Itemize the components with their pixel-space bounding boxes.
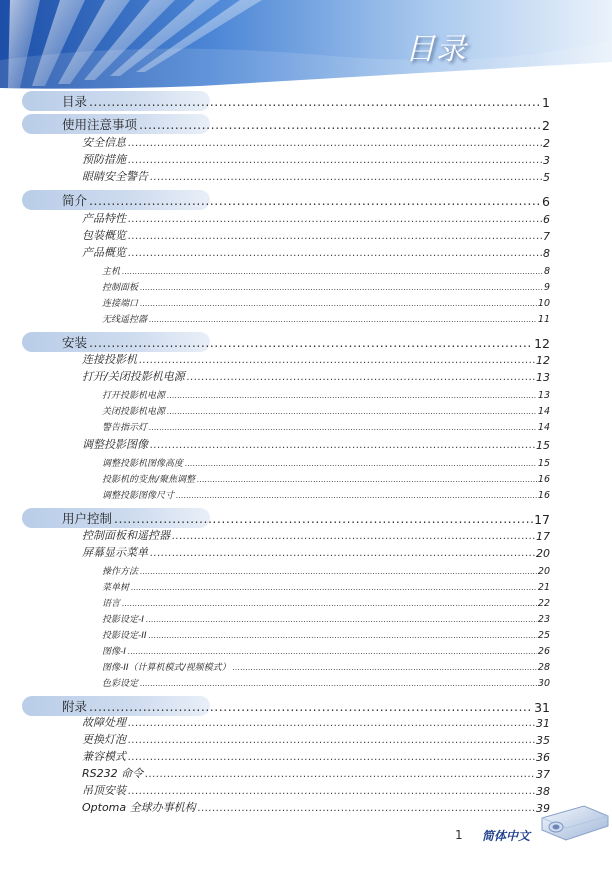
- toc-entry-label: 屏幕显示菜单: [82, 546, 148, 559]
- toc-entry[interactable]: [0, 610, 612, 625]
- toc-entry[interactable]: [0, 168, 612, 184]
- dot-leader: [140, 567, 537, 577]
- toc-entry-label: 关闭投影机电源: [102, 407, 166, 417]
- toc-entry-label: 色彩设定: [102, 679, 139, 689]
- toc-entry-page-number: 8: [543, 266, 550, 277]
- dot-leader: [187, 371, 535, 384]
- toc-entry[interactable]: [0, 244, 612, 260]
- dot-leader: [89, 699, 533, 715]
- toc-entry-page-number: 10: [537, 298, 550, 309]
- toc-entry-page-number: 16: [537, 490, 550, 501]
- toc-entry-label: 连接投影机: [82, 353, 137, 366]
- toc-entry-page-number: 17: [534, 512, 550, 527]
- dot-leader: [89, 193, 541, 209]
- toc-entry-page-number: 13: [537, 390, 550, 401]
- dot-leader: [140, 679, 537, 689]
- toc-entry[interactable]: [0, 509, 612, 527]
- toc-entry-label: 图像-II（计算机模式/视频模式）: [102, 663, 231, 673]
- toc-entry-label: 产品概览: [82, 246, 126, 259]
- toc-entry-label: 安全信息: [82, 136, 126, 149]
- toc-entry-page-number: 3: [543, 154, 550, 167]
- toc-entry-page-number: 11: [537, 314, 550, 325]
- toc-entry-label: 控制面板和遥控器: [82, 529, 170, 542]
- dot-leader: [197, 475, 537, 485]
- dot-leader: [122, 267, 543, 277]
- toc-entry-page-number: 15: [536, 439, 550, 452]
- toc-entry[interactable]: [0, 402, 612, 417]
- dot-leader: [198, 802, 535, 815]
- dot-leader: [128, 785, 535, 798]
- toc-entry-label: 兼容模式: [82, 750, 126, 763]
- toc-entry-label: 连接端口: [102, 299, 139, 309]
- dot-leader: [140, 299, 537, 309]
- toc-entry-label: 打开投影机电源: [102, 391, 166, 401]
- toc-entry[interactable]: [0, 115, 612, 133]
- toc-entry[interactable]: [0, 731, 612, 747]
- toc-entry-page-number: 8: [543, 247, 550, 260]
- toc-entry-label: 调整投影图像尺寸: [102, 491, 175, 501]
- toc-entry-page-number: 28: [537, 662, 550, 673]
- toc-entry[interactable]: [0, 278, 612, 293]
- dot-leader: [167, 391, 537, 401]
- toc-entry[interactable]: [0, 799, 612, 815]
- toc-entry-label: 故障处理: [82, 716, 126, 729]
- toc-entry[interactable]: [0, 658, 612, 673]
- dot-leader: [128, 751, 535, 764]
- toc-entry[interactable]: [0, 262, 612, 277]
- dot-leader: [128, 154, 542, 167]
- toc-entry-page-number: 31: [534, 700, 550, 715]
- dot-leader: [89, 94, 541, 110]
- toc-entry-page-number: 5: [543, 171, 550, 184]
- toc-entry-label: 投影设定-I: [102, 615, 144, 625]
- toc-entry-page-number: 20: [536, 547, 550, 560]
- toc-entry-page-number: 31: [536, 717, 550, 730]
- toc-entry[interactable]: [0, 594, 612, 609]
- header-banner: [0, 0, 612, 90]
- toc-entry[interactable]: [0, 418, 612, 433]
- toc-entry[interactable]: [0, 642, 612, 657]
- toc-entry[interactable]: [0, 210, 612, 226]
- toc-entry-page-number: 1: [542, 95, 550, 110]
- toc-entry-label: 语言: [102, 599, 121, 609]
- toc-entry-label: 调整投影机图像高度: [102, 459, 184, 469]
- dot-leader: [140, 283, 543, 293]
- dot-leader: [149, 315, 537, 325]
- toc-entry-label: Optoma 全球办事机构: [82, 801, 196, 814]
- toc-entry-page-number: 9: [543, 282, 550, 293]
- dot-leader: [185, 459, 537, 469]
- dot-leader: [176, 491, 537, 501]
- toc-entry-page-number: 6: [542, 194, 550, 209]
- footer-page-number: 1: [455, 828, 463, 842]
- toc-entry-page-number: 21: [537, 582, 550, 593]
- toc-entry[interactable]: [0, 748, 612, 764]
- toc-entry-page-number: 22: [537, 598, 550, 609]
- toc-entry-page-number: 20: [537, 566, 550, 577]
- toc-entry-label: 图像-I: [102, 647, 126, 657]
- dot-leader: [139, 354, 535, 367]
- toc-entry[interactable]: [0, 527, 612, 543]
- footer-language: 简体中文: [482, 829, 531, 843]
- toc-entry-page-number: 14: [537, 406, 550, 417]
- dot-leader: [128, 213, 542, 226]
- toc-entry[interactable]: [0, 782, 612, 798]
- toc-entry-label: 目录: [62, 94, 88, 109]
- toc-entry-page-number: 38: [536, 785, 550, 798]
- toc-entry[interactable]: [0, 92, 612, 110]
- dot-leader: [150, 547, 535, 560]
- toc-entry-page-number: 26: [537, 646, 550, 657]
- toc-entry-page-number: 12: [534, 336, 550, 351]
- toc-entry[interactable]: [0, 368, 612, 384]
- toc-entry-label: 投影设定-II: [102, 631, 147, 641]
- toc-entry-label: 眼睛安全警告: [82, 170, 148, 183]
- toc-entry-label: 包装概览: [82, 229, 126, 242]
- dot-leader: [150, 439, 535, 452]
- toc-entry-page-number: 2: [542, 118, 550, 133]
- toc-entry-page-number: 37: [536, 768, 550, 781]
- toc-entry[interactable]: [0, 697, 612, 715]
- toc-entry-page-number: 6: [543, 213, 550, 226]
- toc-entry-page-number: 14: [537, 422, 550, 433]
- dot-leader: [146, 615, 537, 625]
- dot-leader: [149, 631, 537, 641]
- toc-entry[interactable]: [0, 714, 612, 730]
- toc-entry[interactable]: [0, 454, 612, 469]
- toc-entry-label: 操作方法: [102, 567, 139, 577]
- toc-entry[interactable]: [0, 310, 612, 325]
- toc-entry-label: 无线遥控器: [102, 315, 148, 325]
- toc-entry[interactable]: [0, 134, 612, 150]
- toc-entry-label: 打开/关闭投影机电源: [82, 370, 185, 383]
- toc-entry[interactable]: [0, 674, 612, 689]
- toc-entry[interactable]: [0, 765, 612, 781]
- dot-leader: [172, 530, 535, 543]
- toc-entry-page-number: 15: [537, 458, 550, 469]
- toc-entry-page-number: 35: [536, 734, 550, 747]
- page-title: 目录: [405, 32, 467, 67]
- toc-entry-label: 控制面板: [102, 283, 139, 293]
- toc-entry-label: 主机: [102, 267, 121, 277]
- projector-icon: [536, 796, 612, 846]
- dot-leader: [128, 230, 542, 243]
- dot-leader: [139, 117, 541, 133]
- dot-leader: [167, 407, 537, 417]
- toc-entry-label: 调整投影图像: [82, 438, 148, 451]
- toc-entry[interactable]: [0, 333, 612, 351]
- toc-entry[interactable]: [0, 227, 612, 243]
- toc-entry[interactable]: [0, 562, 612, 577]
- toc-entry-label: 警告指示灯: [102, 423, 148, 433]
- toc-entry-page-number: 30: [537, 678, 550, 689]
- toc-entry[interactable]: [0, 386, 612, 401]
- dot-leader: [89, 335, 533, 351]
- toc-entry-page-number: 7: [543, 230, 550, 243]
- toc-entry[interactable]: [0, 486, 612, 501]
- toc-entry-label: 菜单树: [102, 583, 130, 593]
- toc-entry-label: 使用注意事项: [62, 117, 138, 132]
- toc-entry-page-number: 17: [536, 530, 550, 543]
- dot-leader: [233, 663, 537, 673]
- toc-entry-page-number: 36: [536, 751, 550, 764]
- toc-entry-label: 附录: [62, 699, 88, 714]
- toc-entry[interactable]: [0, 544, 612, 560]
- dot-leader: [122, 599, 537, 609]
- dot-leader: [149, 423, 537, 433]
- toc-entry-page-number: 2: [543, 137, 550, 150]
- toc-entry-label: 预防措施: [82, 153, 126, 166]
- dot-leader: [128, 717, 535, 730]
- toc-entry[interactable]: [0, 294, 612, 309]
- dot-leader: [128, 647, 537, 657]
- toc-entry[interactable]: [0, 578, 612, 593]
- toc-entry-label: 用户控制: [62, 511, 113, 526]
- dot-leader: [131, 583, 537, 593]
- toc-entry-page-number: 13: [536, 371, 550, 384]
- toc-entry-label: RS232 命令: [82, 767, 144, 780]
- toc-entry-page-number: 16: [537, 474, 550, 485]
- toc-entry[interactable]: [0, 626, 612, 641]
- dot-leader: [128, 137, 542, 150]
- toc-entry[interactable]: [0, 351, 612, 367]
- toc-entry-label: 简介: [62, 193, 88, 208]
- toc-entry-label: 投影机的变焦/聚焦调整: [102, 475, 196, 485]
- dot-leader: [150, 171, 542, 184]
- dot-leader: [128, 247, 542, 260]
- dot-leader: [128, 734, 535, 747]
- toc-entry-label: 吊顶安装: [82, 784, 126, 797]
- toc-entry[interactable]: [0, 470, 612, 485]
- toc-entry-page-number: 12: [536, 354, 550, 367]
- toc-entry-page-number: 25: [537, 630, 550, 641]
- toc-entry-label: 更换灯泡: [82, 733, 126, 746]
- dot-leader: [145, 768, 535, 781]
- toc-entry-label: 安装: [62, 335, 88, 350]
- toc-entry[interactable]: [0, 151, 612, 167]
- toc-entry[interactable]: [0, 191, 612, 209]
- toc-entry[interactable]: [0, 436, 612, 452]
- toc-entry-page-number: 39: [536, 802, 550, 815]
- toc-entry-page-number: 23: [537, 614, 550, 625]
- dot-leader: [114, 511, 533, 527]
- toc-entry-label: 产品特性: [82, 212, 126, 225]
